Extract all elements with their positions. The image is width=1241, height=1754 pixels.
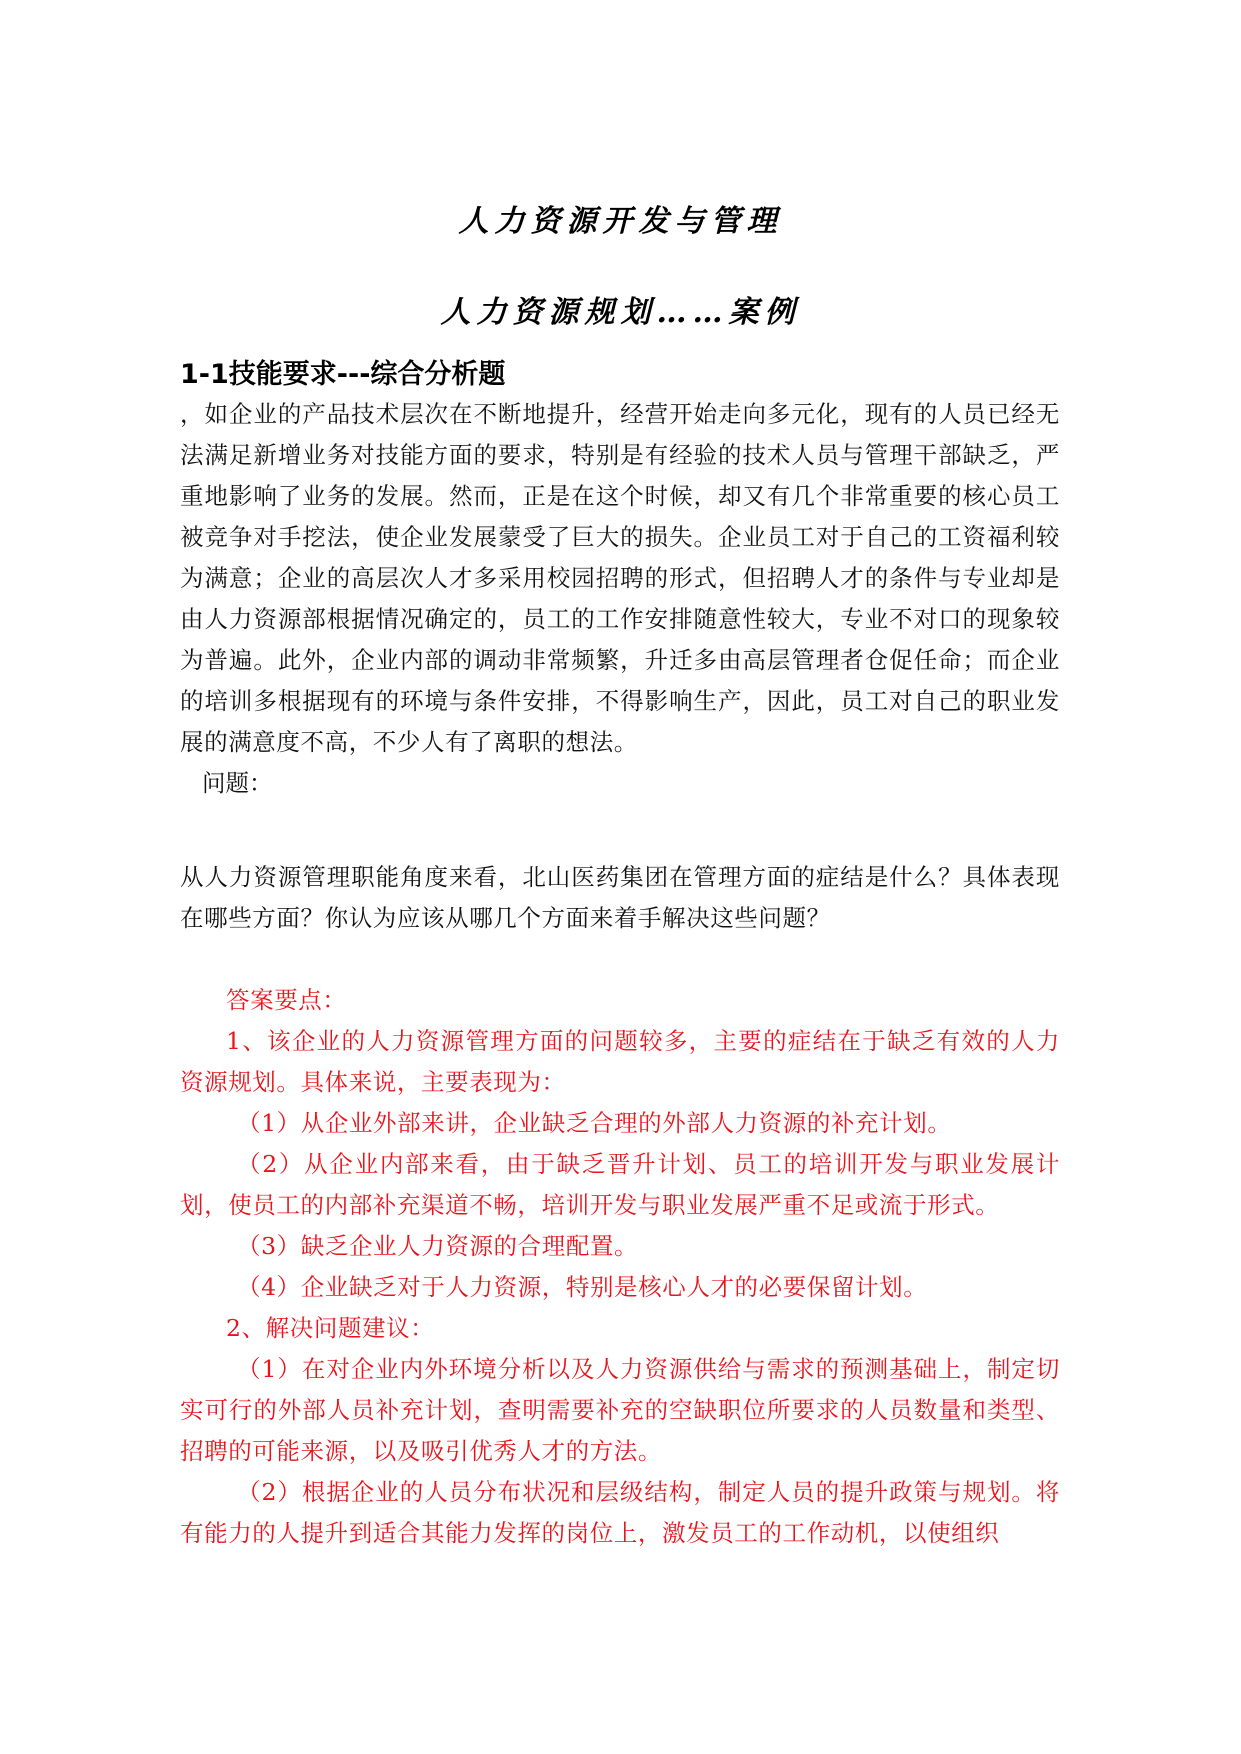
answer-point-2: 2、解决问题建议：	[226, 1314, 435, 1342]
case-paragraph: ，如企业的产品技术层次在不断地提升，经营开始走向多元化，现有的人员已经无法满足新增业务对技能方面的要求，特别是有经验的技术人员与管理干部缺乏，严重地影响了业务的发展。然而，正是在这个时候，却又有几个非常重要的核心员工被竞争对手挖法，使企业发展蒙受了巨大的损失。企业员工对于自己的工资福利较为满意；企业的高层次人才多采用校园招聘的形式，但招聘人才的条件与专业却是由人力资源部根据情况确定的，员工的工作安排随意性较大，专业不对口的现象较为普遍。此外，企业内部的调动非常频繁，升迁多由高层管理者仓促任命；而企业的培训多根据现有的环境与条件安排，不得影响生产，因此，员工对自己的职业发展的满意度不高，不少人有了离职的想法。	[180, 400, 1060, 756]
section-heading: 1-1技能要求---综合分析题	[180, 359, 506, 390]
document-title: 人力资源开发与管理	[458, 204, 783, 239]
answer-point-2-item: （2）根据企业的人员分布状况和层级结构，制定人员的提升政策与规划。将有能力的人提升到适合其能力发挥的岗位上，激发员工的工作动机，以使组织	[180, 1478, 1060, 1547]
answer-label: 答案要点：	[226, 986, 347, 1014]
answer-point-1-item: （3）缺乏企业人力资源的合理配置。	[237, 1232, 639, 1260]
document-subtitle: 人力资源规划……案例	[440, 295, 801, 330]
answer-section	[180, 980, 1060, 1554]
answer-point-1-item: （2）从企业内部来看，由于缺乏晋升计划、员工的培训开发与职业发展计划，使员工的内部补充渠道不畅，培训开发与职业发展严重不足或流于形式。	[180, 1150, 1060, 1219]
answer-point-2-item: （1）在对企业内外环境分析以及人力资源供给与需求的预测基础上，制定切实可行的外部人员补充计划，查明需要补充的空缺职位所要求的人员数量和类型、招聘的可能来源，以及吸引优秀人才的方法。	[180, 1355, 1060, 1465]
question-label: 问题：	[202, 769, 273, 797]
answer-point-1-item: （1）从企业外部来讲，企业缺乏合理的外部人力资源的补充计划。	[237, 1109, 952, 1137]
answer-point-1-item: （4）企业缺乏对于人力资源，特别是核心人才的必要保留计划。	[237, 1273, 928, 1301]
answer-point-1: 1、该企业的人力资源管理方面的问题较多，主要的症结在于缺乏有效的人力资源规划。具体来说，主要表现为：	[180, 1027, 1060, 1096]
question-paragraph: 从人力资源管理职能角度来看，北山医药集团在管理方面的症结是什么？具体表现在哪些方面？你认为应该从哪几个方面来着手解决这些问题？	[180, 863, 1060, 932]
